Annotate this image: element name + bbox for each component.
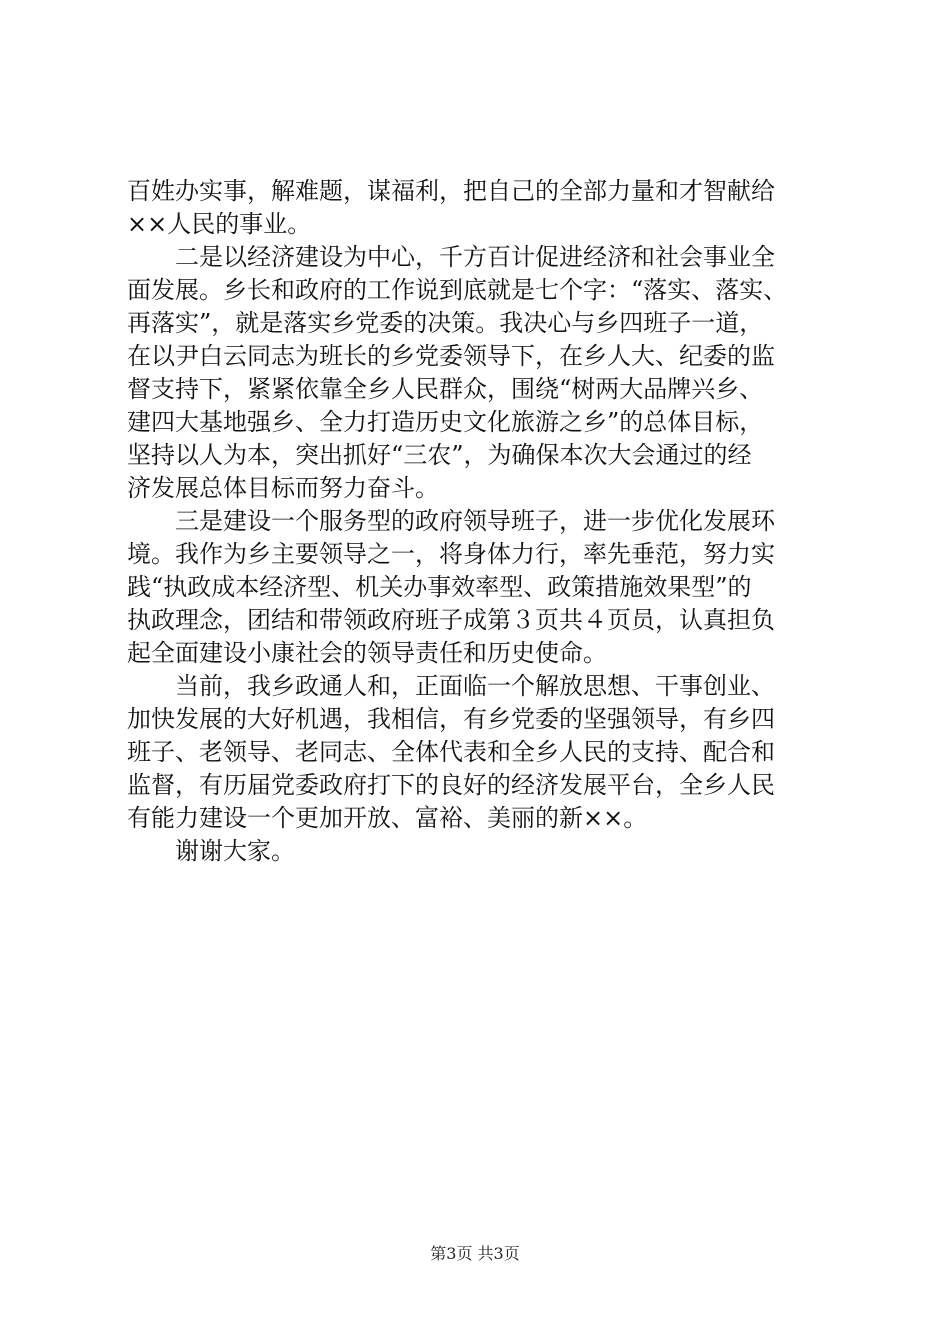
text-line: 班子、老领导、老同志、全体代表和全乡人民的支持、配合和 bbox=[127, 738, 775, 766]
text-line: 面发展。乡长和政府的工作说到底就是七个字：“落实、落实、 bbox=[127, 276, 788, 304]
text-line: 在以尹白云同志为班长的乡党委领导下，在乡人大、纪委的监 bbox=[127, 342, 775, 370]
text-line: 谢谢大家。 bbox=[175, 837, 295, 865]
text-line: 起全面建设小康社会的领导责任和历史使命。 bbox=[127, 639, 607, 667]
text-line: ××人民的事业。 bbox=[127, 210, 312, 238]
text-line: 督支持下，紧紧依靠全乡人民群众，围绕“树两大品牌兴乡、 bbox=[127, 375, 764, 403]
document-body bbox=[127, 175, 837, 868]
text-line: 监督，有历届党委政府打下的良好的经济发展平台，全乡人民 bbox=[127, 771, 775, 799]
text-line: 二是以经济建设为中心，千方百计促进经济和社会事业全 bbox=[175, 243, 775, 271]
paragraph-point-three bbox=[127, 505, 837, 670]
text-line: 执政理念，团结和带领政府班子成第３页共４页员，认真担负 bbox=[127, 606, 775, 634]
text-line: 加快发展的大好机遇，我相信，有乡党委的坚强领导，有乡四 bbox=[127, 705, 775, 733]
text-line: 三是建设一个服务型的政府领导班子，进一步优化发展环 bbox=[175, 507, 775, 535]
paragraph-current-situation bbox=[127, 670, 837, 835]
text-line: 建四大基地强乡、全力打造历史文化旅游之乡”的总体目标， bbox=[127, 408, 764, 436]
text-line: 当前，我乡政通人和，正面临一个解放思想、干事创业、 bbox=[175, 672, 775, 700]
page-number-footer: 第3页 共3页 bbox=[430, 1244, 520, 1263]
paragraph-point-two bbox=[127, 241, 837, 505]
text-line: 百姓办实事，解难题，谋福利，把自己的全部力量和才智献给 bbox=[127, 177, 775, 205]
text-line: 境。我作为乡主要领导之一，将身体力行，率先垂范，努力实 bbox=[127, 540, 775, 568]
paragraph-continuation bbox=[127, 175, 837, 241]
text-line: 坚持以人为本，突出抓好“三农”，为确保本次大会通过的经 bbox=[127, 441, 752, 469]
paragraph-closing bbox=[127, 835, 837, 868]
text-line: 再落实”，就是落实乡党委的决策。我决心与乡四班子一道， bbox=[127, 309, 764, 337]
text-line: 践“执政成本经济型、机关办事效率型、政策措施效果型”的 bbox=[127, 573, 752, 601]
text-line: 济发展总体目标而努力奋斗。 bbox=[127, 474, 439, 502]
text-line: 有能力建设一个更加开放、富裕、美丽的新××。 bbox=[127, 804, 648, 832]
